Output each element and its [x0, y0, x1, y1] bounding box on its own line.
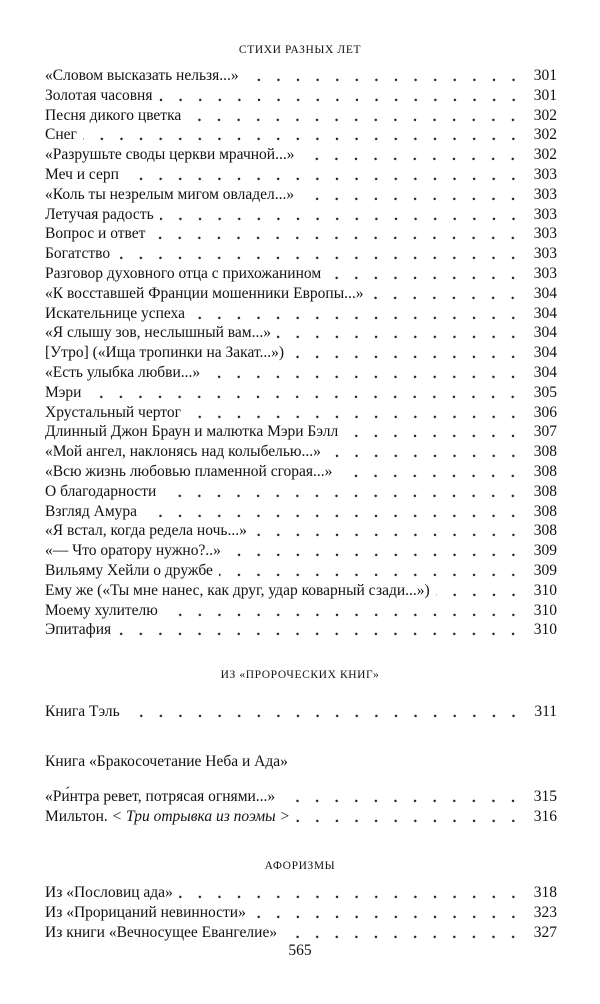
toc-entry[interactable]	[45, 601, 557, 621]
entry-page: 309	[533, 561, 557, 579]
toc-entry[interactable]	[45, 343, 557, 363]
toc-entry[interactable]	[45, 66, 557, 86]
toc-entry[interactable]	[45, 403, 557, 423]
entry-title: «Я встал, когда редела ночь...»	[45, 522, 247, 540]
dot-leader	[253, 521, 523, 541]
entry-title: Разговор духовного отца с прихожанином	[45, 264, 322, 282]
dot-leader	[290, 343, 523, 363]
dot-leader	[344, 422, 523, 442]
entry-title	[45, 807, 296, 827]
dot-leader	[252, 903, 523, 923]
toc-entry[interactable]	[45, 323, 557, 343]
entry-title: Из «Пословиц ада»	[45, 884, 173, 901]
entry-page: 304	[533, 324, 557, 342]
entry-title: Ему же («Ты мне нанес, как друг, удар коварный сзади...»)	[45, 581, 430, 599]
dot-leader	[327, 264, 523, 284]
entry-title: [Утро] («Ища тропинки на Закат...»)	[45, 344, 285, 362]
dot-leader	[117, 620, 523, 640]
entry-title: Меч и серп	[45, 165, 119, 183]
toc-entry[interactable]	[45, 165, 557, 185]
toc-entry[interactable]	[45, 304, 557, 324]
toc-list-prophetic	[45, 702, 557, 722]
entry-page: 308	[533, 443, 557, 461]
entry-title-italic: < Три отрывка из поэмы >	[111, 807, 290, 825]
toc-entry[interactable]	[45, 787, 557, 807]
toc-entry[interactable]	[45, 502, 557, 522]
entry-title: Искательнице успеха	[45, 304, 185, 322]
entry-title: Мэри	[45, 383, 82, 401]
entry-page: 315	[533, 788, 557, 805]
toc-entry[interactable]	[45, 264, 557, 284]
dot-leader	[281, 787, 523, 807]
dot-leader	[300, 145, 523, 165]
entry-title: Летучая радость	[45, 205, 154, 223]
entry-page: 308	[533, 482, 557, 500]
entry-page: 306	[533, 403, 557, 421]
dot-leader	[187, 106, 523, 126]
entry-page: 301	[533, 67, 557, 84]
dot-leader	[162, 482, 523, 502]
entry-title: «Словом высказать нельзя...»	[45, 67, 239, 84]
entry-page: 309	[533, 542, 557, 560]
entry-page: 311	[534, 703, 557, 720]
entry-title: Из книги «Вечносущее Евангелие»	[45, 923, 278, 941]
entry-page: 303	[533, 185, 557, 203]
entry-page: 316	[533, 807, 557, 825]
toc-entry[interactable]	[45, 482, 557, 502]
entry-title: «Всю жизнь любовью пламенной сгорая...»	[45, 462, 333, 480]
entry-page: 304	[533, 304, 557, 322]
toc-entry[interactable]	[45, 125, 557, 145]
entry-page: 303	[533, 225, 557, 243]
entry-title-main: Мильтон.	[45, 807, 108, 825]
dot-leader	[187, 403, 523, 423]
entry-page: 303	[533, 245, 557, 263]
entry-page: 304	[533, 284, 557, 302]
toc-entry[interactable]	[45, 244, 557, 264]
toc-entry[interactable]	[45, 205, 557, 225]
section-heading: ИЗ «ПРОРОЧЕСКИХ КНИГ»	[220, 669, 380, 681]
toc-entry[interactable]	[45, 561, 557, 581]
entry-page: 304	[533, 344, 557, 362]
dot-leader	[160, 205, 523, 225]
dot-leader	[116, 244, 523, 264]
toc-entry[interactable]	[45, 442, 557, 462]
dot-leader	[327, 442, 523, 462]
entry-page: 318	[533, 884, 557, 901]
toc-entry[interactable]	[45, 541, 557, 561]
dot-leader	[219, 561, 523, 581]
toc-list-aphorisms	[45, 883, 557, 942]
entry-page: 302	[533, 106, 557, 124]
dot-leader	[283, 923, 523, 943]
entry-page: 308	[533, 522, 557, 540]
entry-title: О благодарности	[45, 482, 157, 500]
toc-entry[interactable]	[45, 702, 557, 722]
entry-title: Золотая часовня	[45, 86, 153, 104]
dot-leader	[179, 883, 523, 903]
entry-title: «Ри́нтра ревет, потрясая огнями...»	[45, 788, 276, 805]
entry-title: Длинный Джон Браун и малютка Мэри Бэлл	[45, 423, 339, 441]
toc-entry[interactable]	[45, 145, 557, 165]
entry-title: «К восставшей Франции мошенники Европы...»	[45, 284, 364, 302]
entry-page: 308	[533, 462, 557, 480]
entry-page: 302	[533, 126, 557, 144]
toc-entry[interactable]	[45, 106, 557, 126]
toc-entry[interactable]	[45, 620, 557, 640]
entry-title: Вильяму Хейли о дружбе	[45, 561, 213, 579]
toc-entry[interactable]	[45, 422, 557, 442]
entry-title: Книга Тэль	[45, 703, 120, 720]
dot-leader	[125, 165, 523, 185]
entry-title: «Мой ангел, наклонясь над колыбелью...»	[45, 443, 321, 461]
page-number: 565	[288, 942, 312, 959]
entry-page: 305	[533, 383, 557, 401]
subheading: Книга «Бракосочетание Неба и Ада»	[45, 753, 288, 770]
dot-leader	[369, 284, 523, 304]
entry-title: Из «Прорицаний невинности»	[45, 903, 246, 921]
toc-entry[interactable]	[45, 883, 557, 903]
dot-leader	[277, 323, 523, 343]
entry-page: 310	[533, 621, 557, 639]
toc-entry[interactable]	[45, 224, 557, 244]
entry-title: Богатство	[45, 245, 111, 263]
toc-entry[interactable]	[45, 363, 557, 383]
entry-page: 303	[533, 165, 557, 183]
section-heading: СТИХИ РАЗНЫХ ЛЕТ	[238, 44, 362, 56]
toc-entry[interactable]	[45, 383, 557, 403]
toc-entry[interactable]	[45, 903, 557, 923]
toc-entry[interactable]	[45, 581, 557, 601]
entry-page: 307	[533, 423, 557, 441]
entry-page: 310	[533, 601, 557, 619]
toc-list-poems	[45, 66, 557, 640]
entry-page: 327	[533, 923, 557, 941]
section-heading: АФОРИЗМЫ	[264, 860, 336, 872]
entry-page: 310	[533, 581, 557, 599]
dot-leader	[87, 383, 523, 403]
entry-title: «Я слышу зов, неслышный вам...»	[45, 324, 271, 342]
entry-page: 303	[533, 205, 557, 223]
toc-entry[interactable]	[45, 185, 557, 205]
entry-page: 304	[533, 363, 557, 381]
dot-leader	[338, 462, 523, 482]
dot-leader	[436, 581, 523, 601]
entry-title: «Коль ты незрелым мигом овладел...»	[45, 185, 295, 203]
entry-page: 303	[533, 264, 557, 282]
dot-leader	[300, 185, 523, 205]
entry-title: Взгляд Амура	[45, 502, 138, 520]
toc-entry[interactable]	[45, 807, 557, 827]
toc-list-marriage	[45, 787, 557, 827]
entry-title: Хрустальный чертог	[45, 403, 181, 421]
entry-title: «Разрушьте своды церкви мрачной...»	[45, 146, 295, 164]
dot-leader	[206, 363, 523, 383]
dot-leader	[151, 224, 523, 244]
dot-leader	[83, 125, 523, 145]
dot-leader	[143, 502, 523, 522]
dot-leader	[245, 66, 523, 86]
entry-page: 301	[533, 86, 557, 104]
dot-leader	[227, 541, 523, 561]
dot-leader	[159, 86, 524, 106]
dot-leader	[164, 601, 523, 621]
entry-title: Песня дикого цветка	[45, 106, 182, 124]
entry-title: Эпитафия	[45, 621, 112, 639]
toc-entry[interactable]	[45, 86, 557, 106]
entry-page: 308	[533, 502, 557, 520]
dot-leader	[126, 702, 523, 722]
entry-page: 323	[533, 903, 557, 921]
toc-entry[interactable]	[45, 462, 557, 482]
entry-title: Моему хулителю	[45, 601, 158, 619]
toc-entry[interactable]	[45, 923, 557, 943]
entry-title: Снег	[45, 126, 77, 144]
dot-leader	[191, 304, 523, 324]
toc-entry[interactable]	[45, 284, 557, 304]
entry-title: Вопрос и ответ	[45, 225, 146, 243]
entry-title: «Есть улыбка любви...»	[45, 363, 201, 381]
entry-page: 302	[533, 146, 557, 164]
entry-title: «— Что оратору нужно?..»	[45, 542, 221, 560]
toc-entry[interactable]	[45, 521, 557, 541]
dot-leader	[296, 807, 523, 827]
